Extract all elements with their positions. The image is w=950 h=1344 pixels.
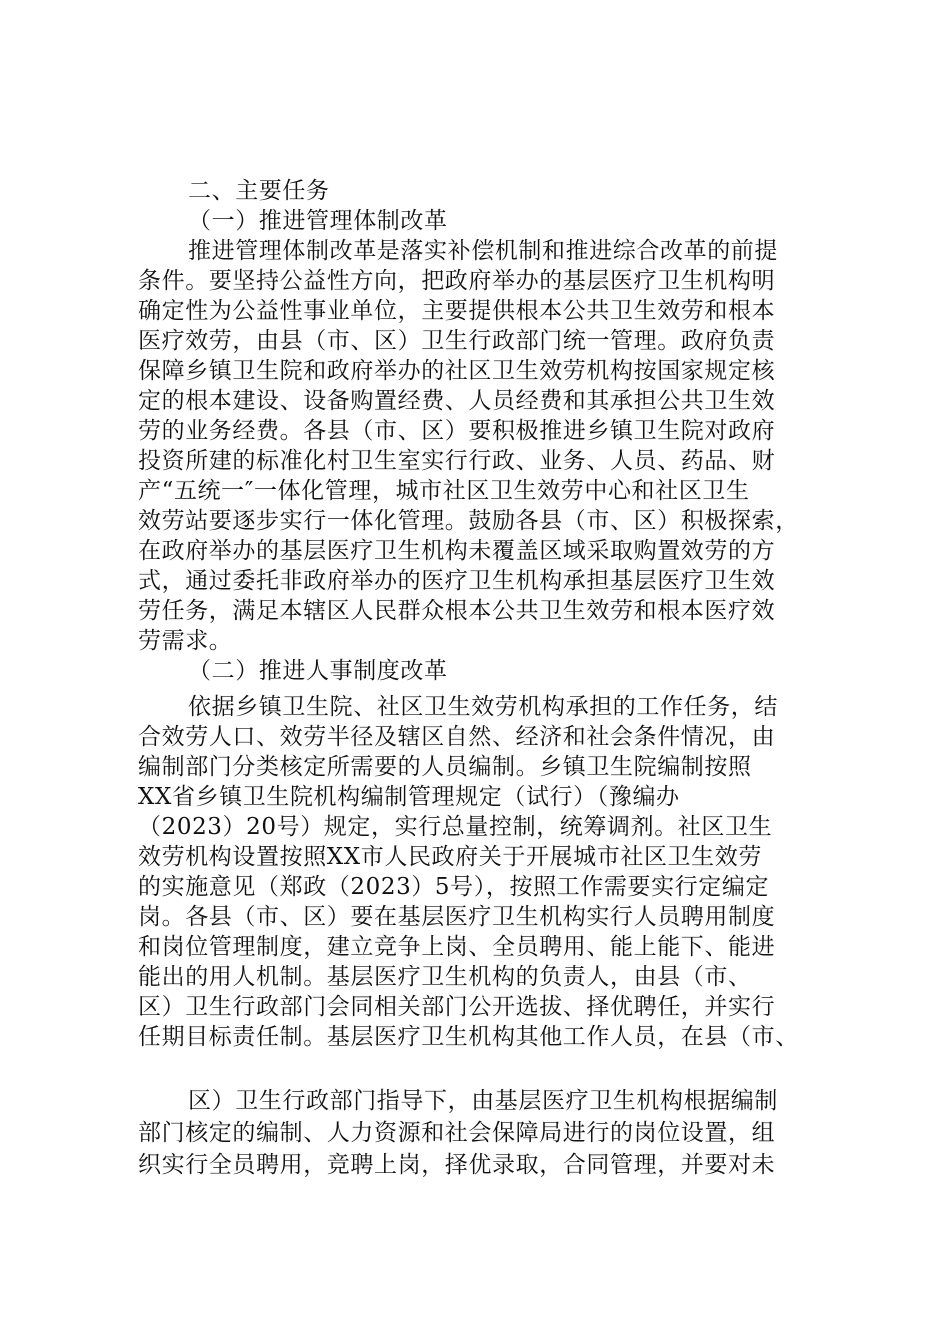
paragraph-line: （2023）20号）规定，实行总量控制，统筹调剂。社区卫生 — [138, 814, 773, 840]
paragraph-line: 岗。各县（市、区）要在基层医疗卫生机构实行人员聘用制度 — [138, 904, 776, 930]
paragraph-line: 劳的业务经费。各县（市、区）要积极推进乡镇卫生院对政府 — [138, 418, 776, 444]
paragraph-line: 产“五统一″一体化管理，城市社区卫生效劳中心和社区卫生 — [138, 478, 750, 504]
paragraph-line: 的实施意见（郑政（2023）5号），按照工作需要实行定编定 — [138, 874, 770, 900]
paragraph-line: 医疗效劳，由县（市、区）卫生行政部门统一管理。政府负责 — [138, 328, 776, 354]
paragraph-line: 依据乡镇卫生院、社区卫生效劳机构承担的工作任务，结 — [188, 694, 778, 720]
paragraph-line: 效劳站要逐步实行一体化管理。鼓励各县（市、区）积极探索， — [138, 508, 799, 534]
paragraph-line: 在政府举办的基层医疗卫生机构未覆盖区域采取购置效劳的方 — [138, 538, 776, 564]
paragraph-line: 和岗位管理制度，建立竞争上岗、全员聘用、能上能下、能进 — [138, 934, 776, 960]
paragraph-line: 任期目标责任制。基层医疗卫生机构其他工作人员，在县（市、 — [138, 1024, 799, 1050]
paragraph-line: 保障乡镇卫生院和政府举办的社区卫生效劳机构按国家规定核 — [138, 358, 776, 384]
paragraph-line: 部门核定的编制、人力资源和社会保障局进行的岗位设置，组 — [138, 1120, 776, 1146]
paragraph-line: 编制部门分类核定所需要的人员编制。乡镇卫生院编制按照 — [138, 754, 752, 780]
section-heading: 二、主要任务 — [188, 178, 330, 204]
paragraph-line: 合效劳人口、效劳半径及辖区自然、经济和社会条件情况，由 — [138, 724, 776, 750]
paragraph-line: 区）卫生行政部门会同相关部门公开选拔、择优聘任，并实行 — [138, 994, 776, 1020]
paragraph-line: XX省乡镇卫生院机构编制管理规定（试行）（豫编办 — [138, 784, 680, 810]
paragraph-line: 投资所建的标准化村卫生室实行行政、业务、人员、药品、财 — [138, 448, 776, 474]
paragraph-line: 能出的用人机制。基层医疗卫生机构的负责人，由县（市、 — [138, 964, 752, 990]
paragraph-line: 推进管理体制改革是落实补偿机制和推进综合改革的前提 — [188, 238, 778, 264]
paragraph-line: 劳需求。 — [138, 628, 233, 654]
subsection-heading: （一）推进管理体制改革 — [188, 208, 448, 234]
paragraph-line: 条件。要坚持公益性方向，把政府举办的基层医疗卫生机构明 — [138, 268, 776, 294]
paragraph-line: 织实行全员聘用，竞聘上岗，择优录取，合同管理，并要对未 — [138, 1152, 776, 1178]
paragraph-line: 区）卫生行政部门指导下，由基层医疗卫生机构根据编制 — [188, 1088, 778, 1114]
paragraph-line: 劳任务，满足本辖区人民群众根本公共卫生效劳和根本医疗效 — [138, 598, 776, 624]
paragraph-line: 效劳机构设置按照XX市人民政府关于开展城市社区卫生效劳 — [138, 844, 762, 870]
paragraph-line: 式，通过委托非政府举办的医疗卫生机构承担基层医疗卫生效 — [138, 568, 776, 594]
paragraph-line: 确定性为公益性事业单位，主要提供根本公共卫生效劳和根本 — [138, 298, 776, 324]
subsection-heading: （二）推进人事制度改革 — [188, 658, 448, 684]
paragraph-line: 定的根本建设、设备购置经费、人员经费和其承担公共卫生效 — [138, 388, 776, 414]
